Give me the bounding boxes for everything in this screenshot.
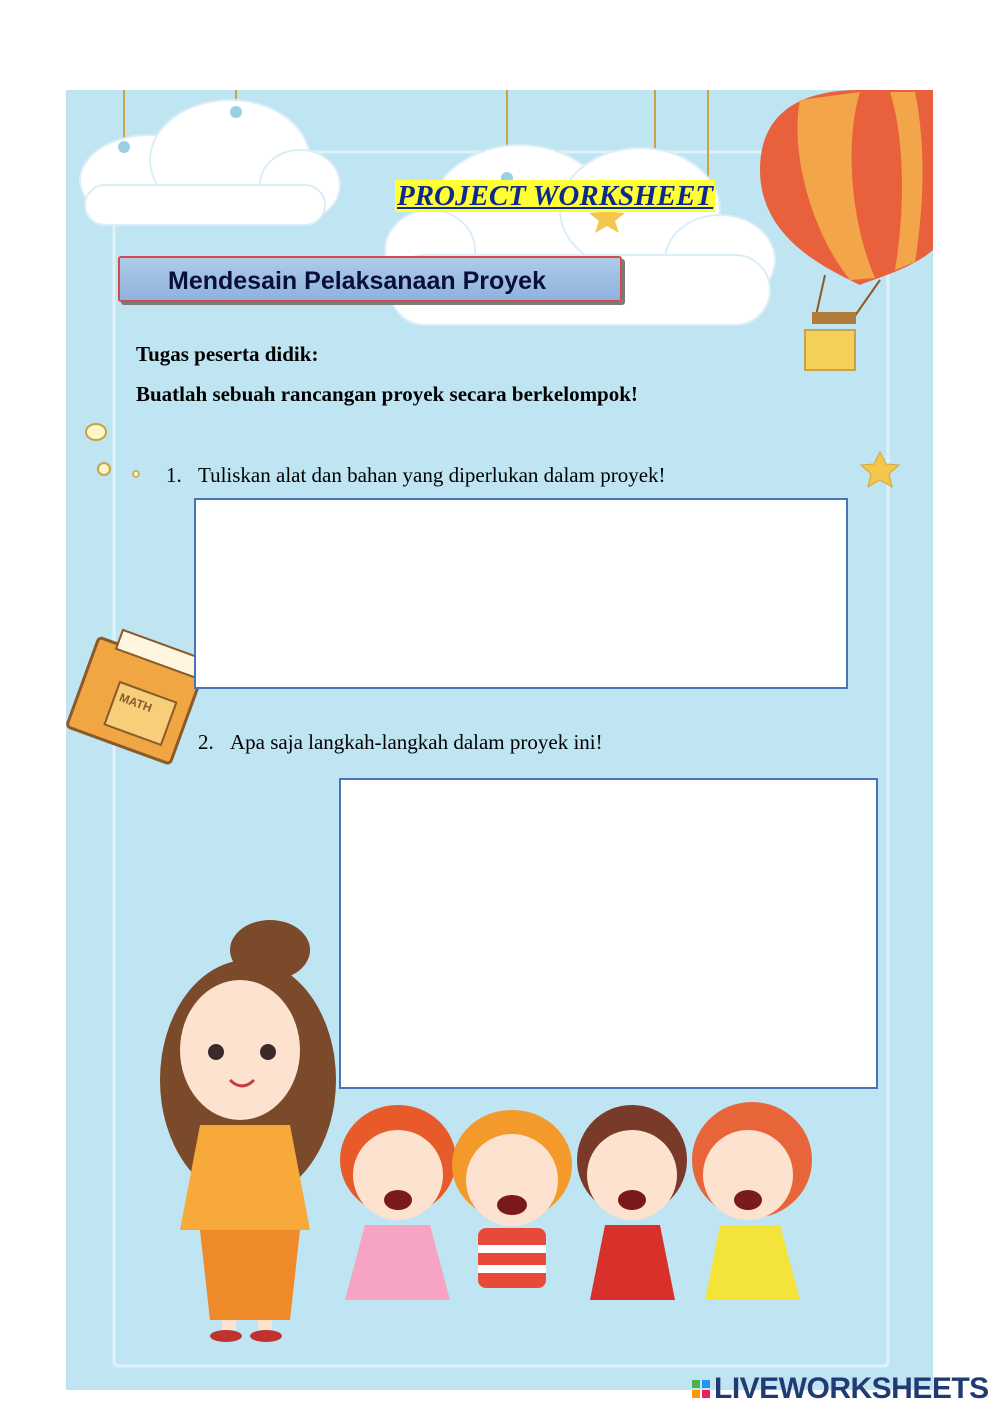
question-number: 2. xyxy=(198,730,214,754)
decor-circle xyxy=(98,463,110,475)
question-1 xyxy=(166,463,666,488)
answer-box-1[interactable] xyxy=(194,498,848,689)
question-text: Tuliskan alat dan bahan yang diperlukan dalam proyek! xyxy=(198,463,666,487)
liveworksheets-logo-spacer xyxy=(690,1375,710,1401)
answer-box-2[interactable] xyxy=(339,778,878,1089)
cloud-bead xyxy=(118,141,130,153)
brand-wordmark xyxy=(690,1372,989,1406)
decor-circle xyxy=(133,471,139,477)
question-2 xyxy=(198,730,603,755)
task-label: Tugas peserta didik: xyxy=(136,342,319,366)
decor-circle xyxy=(86,424,106,440)
task-instruction: Buatlah sebuah rancangan proyek secara berkelompok! xyxy=(136,382,638,406)
cloud-bead xyxy=(230,106,242,118)
worksheet-title: PROJECT WORKSHEET xyxy=(397,180,714,212)
book-label: MATH xyxy=(117,690,154,716)
section-banner: Mendesain Pelaksanaan Proyek xyxy=(118,256,622,302)
question-number: 1. xyxy=(166,463,182,487)
question-text: Apa saja langkah-langkah dalam proyek ini! xyxy=(230,730,603,754)
brand-name: LIVEWORKSHEETS xyxy=(714,1372,989,1405)
